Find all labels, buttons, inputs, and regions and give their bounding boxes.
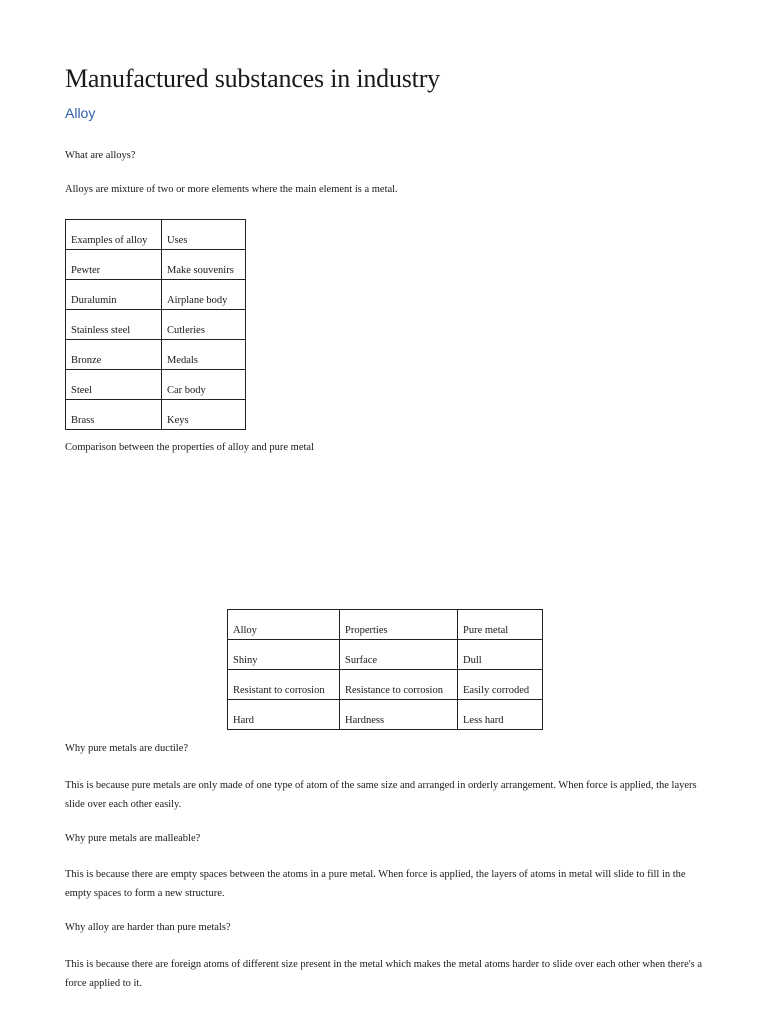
table-cell: Keys (162, 400, 246, 430)
table-header-row (228, 610, 543, 640)
table-row (66, 370, 246, 400)
table-header-cell: Properties (340, 610, 458, 640)
table-cell: Resistant to corrosion (228, 670, 340, 700)
table-cell: Airplane body (162, 280, 246, 310)
alloy-uses-table (65, 219, 246, 430)
table-cell: Stainless steel (66, 310, 162, 340)
table-cell: Dull (458, 640, 543, 670)
table-cell: Duralumin (66, 280, 162, 310)
answer-alloy-harder: This is because there are foreign atoms of different size present in the metal which makes the metal atoms harder to slide over each other when there's a force applied to it. (65, 959, 702, 989)
table-cell: Bronze (66, 340, 162, 370)
alloy-vs-pure-metal-table (227, 609, 543, 730)
answer-what-are-alloys: Alloys are mixture of two or more elements where the main element is a metal. (65, 184, 398, 195)
table-header-row (66, 220, 246, 250)
answer-malleable: This is because there are empty spaces between the atoms in a pure metal. When force is applied, the layers of atoms in metal will slide to fill in the empty spaces to form a new structure. (65, 869, 686, 899)
table-row (66, 280, 246, 310)
table-cell: Easily corroded (458, 670, 543, 700)
question-what-are-alloys: What are alloys? (65, 150, 136, 161)
question-alloy-harder: Why alloy are harder than pure metals? (65, 922, 231, 933)
table-row (228, 700, 543, 730)
table-row (66, 250, 246, 280)
section-heading-alloy: Alloy (65, 105, 96, 121)
table-cell: Pewter (66, 250, 162, 280)
table-cell: Steel (66, 370, 162, 400)
table-row (66, 400, 246, 430)
table-cell: Surface (340, 640, 458, 670)
table-header-cell: Uses (162, 220, 246, 250)
table-cell: Cutleries (162, 310, 246, 340)
comparison-intro-text: Comparison between the properties of alloy and pure metal (65, 442, 315, 453)
question-ductile: Why pure metals are ductile? (65, 743, 189, 754)
table-row (228, 640, 543, 670)
table-header-cell: Pure metal (458, 610, 543, 640)
table-cell: Make souvenirs (162, 250, 246, 280)
page-title: Manufactured substances in industry (65, 64, 440, 93)
table-row (66, 340, 246, 370)
table-cell: Hardness (340, 700, 458, 730)
table-cell: Hard (228, 700, 340, 730)
table-cell: Less hard (458, 700, 543, 730)
table-row (66, 310, 246, 340)
table-header-cell: Alloy (228, 610, 340, 640)
table-cell: Medals (162, 340, 246, 370)
table-cell: Shiny (228, 640, 340, 670)
table-cell: Brass (66, 400, 162, 430)
question-malleable: Why pure metals are malleable? (65, 833, 201, 844)
table-row (228, 670, 543, 700)
table-header-cell: Examples of alloy (66, 220, 162, 250)
answer-ductile: This is because pure metals are only made of one type of atom of the same size and arranged in orderly arrangement. When force is applied, the layers slide over each other easily. (65, 780, 697, 810)
table-cell: Resistance to corrosion (340, 670, 458, 700)
table-cell: Car body (162, 370, 246, 400)
